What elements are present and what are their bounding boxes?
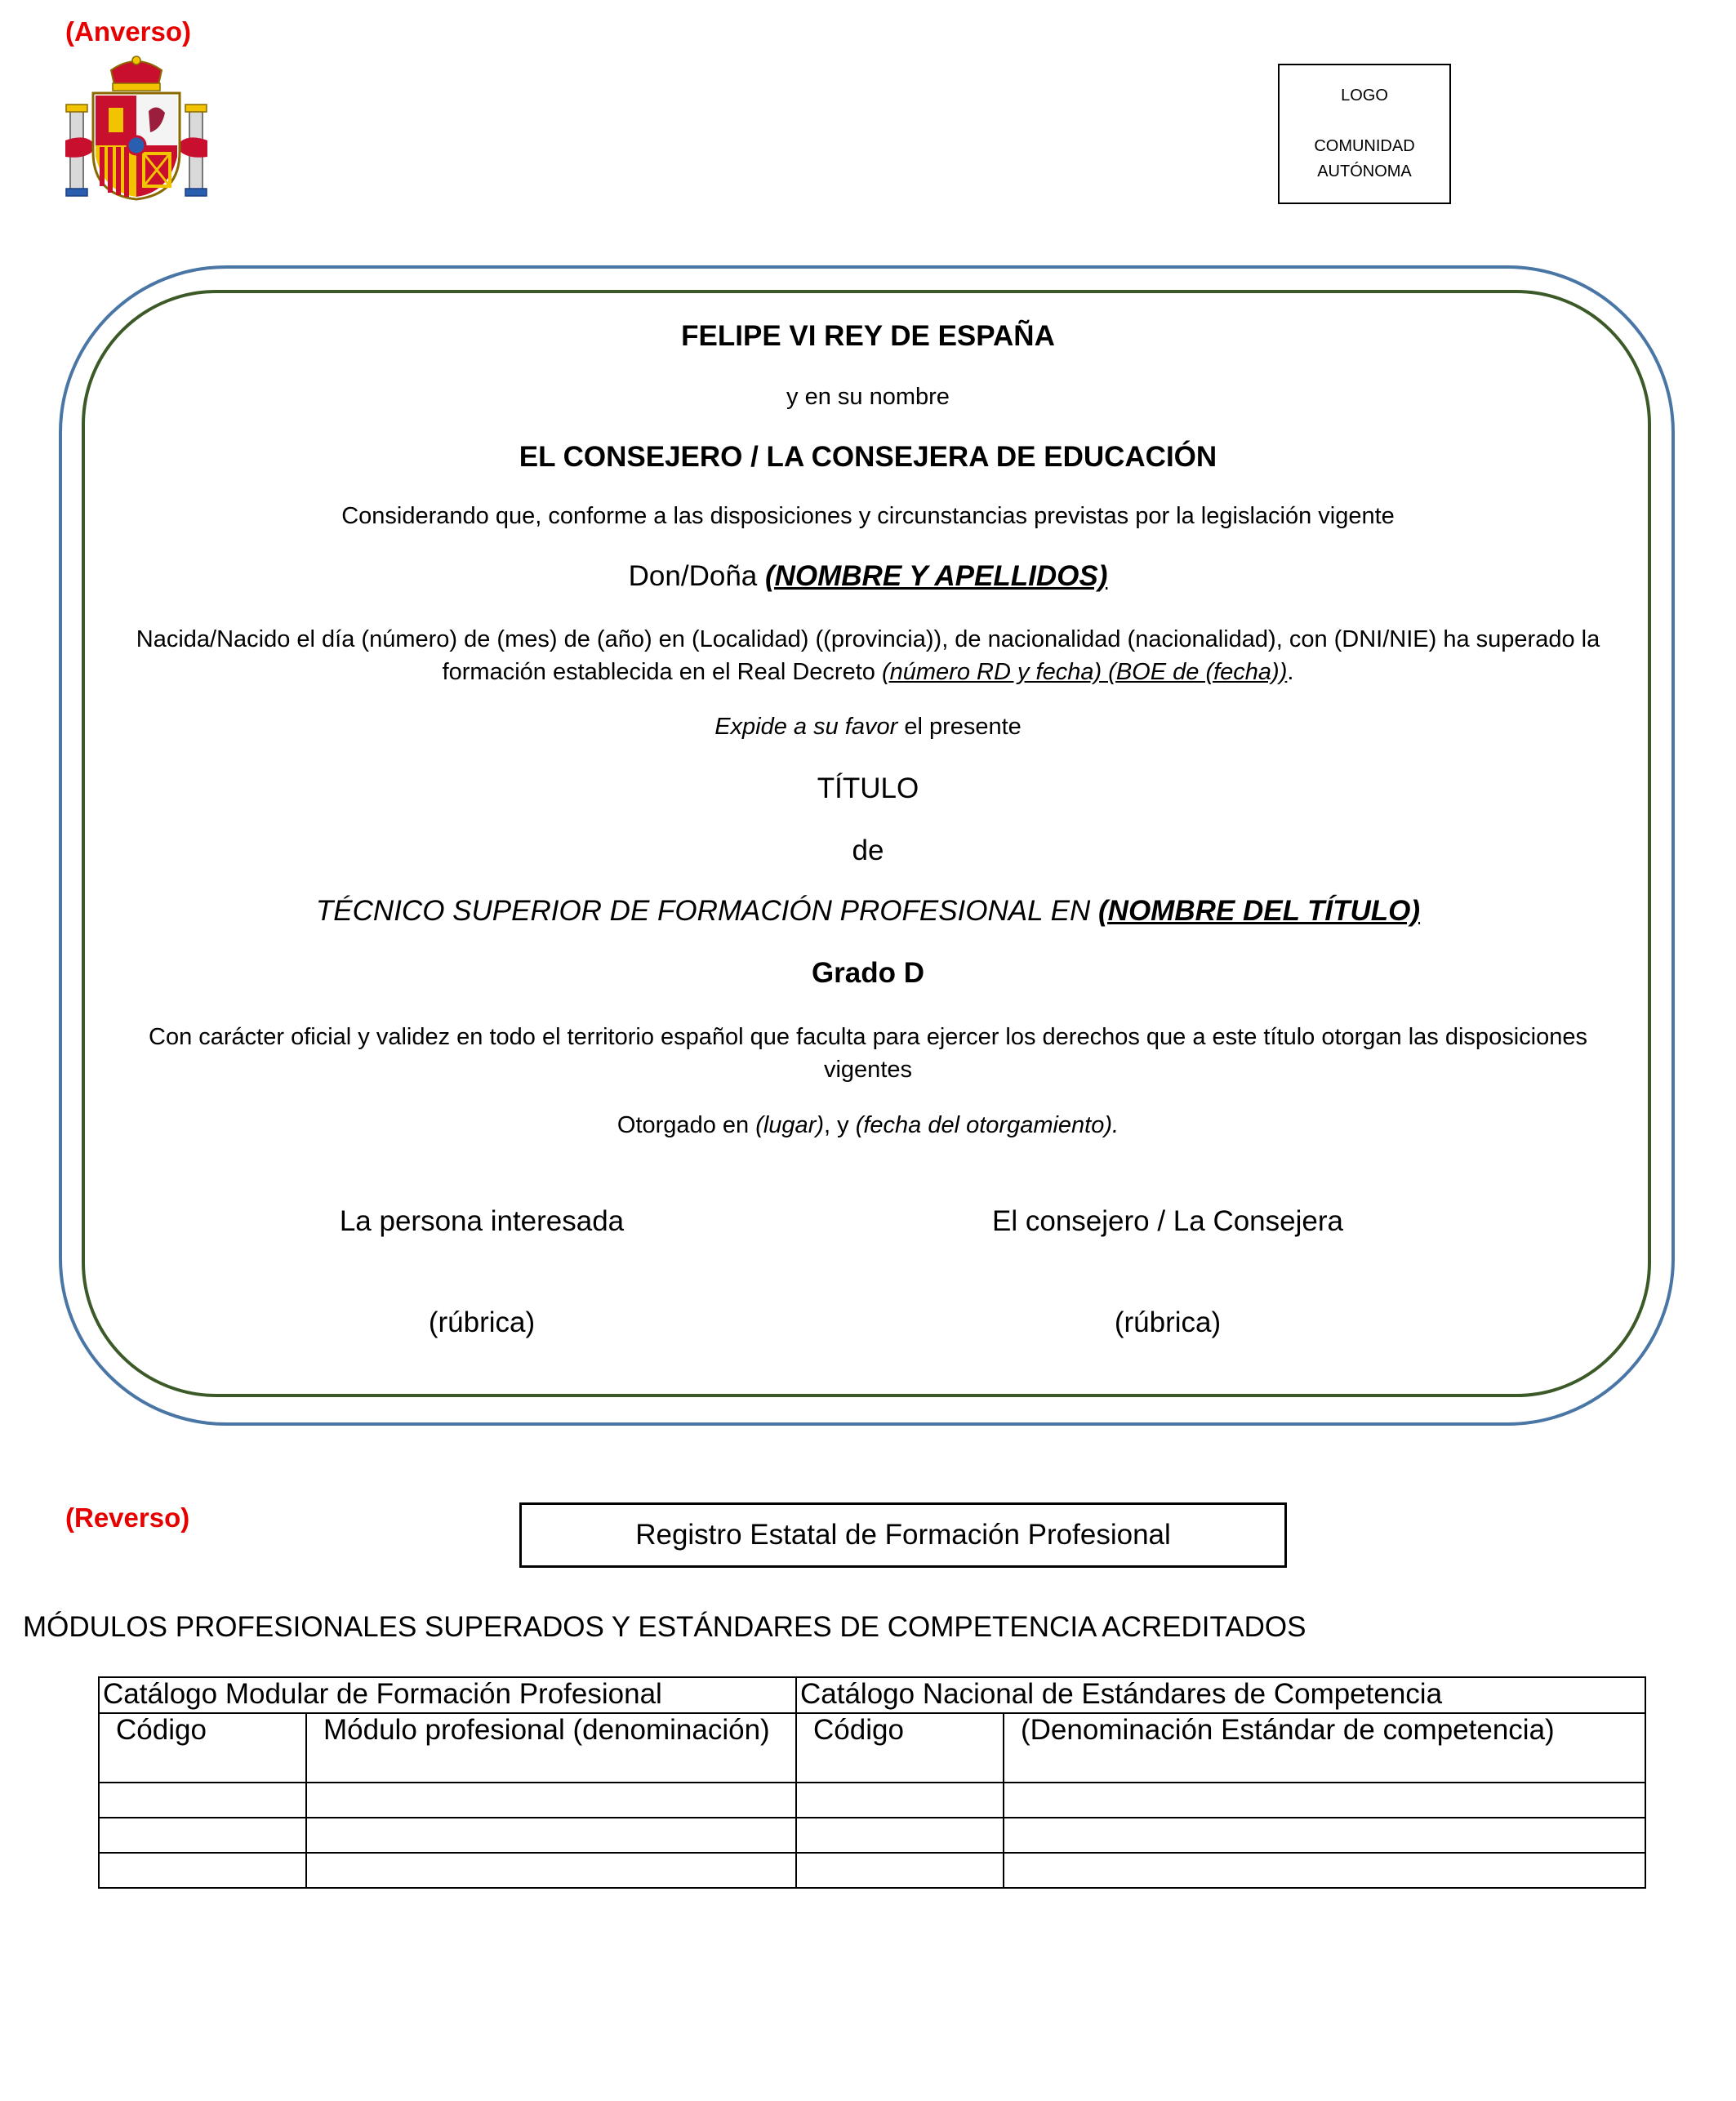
degree-name-placeholder: (NOMBRE DEL TÍTULO) bbox=[1098, 895, 1421, 927]
table-cell bbox=[306, 1783, 796, 1818]
table-cell bbox=[796, 1853, 1004, 1888]
rubrica-holder: (rúbrica) bbox=[428, 1306, 536, 1338]
table-cell bbox=[1004, 1818, 1645, 1853]
birth-details-end: . bbox=[1287, 659, 1294, 685]
col-header-codigo-modulo: Código bbox=[99, 1713, 306, 1783]
birth-details-paragraph bbox=[114, 623, 1622, 688]
consejero-heading: EL CONSEJERO / LA CONSEJERA DE EDUCACIÓN bbox=[519, 441, 1217, 473]
expide-line bbox=[114, 714, 1622, 741]
grade-line: Grado D bbox=[811, 957, 925, 989]
considerando-line: Considerando que, conforme a las disposiciones y circunstancias previstas por la legislación vigente bbox=[341, 503, 1395, 529]
reverso-label: (Reverso) bbox=[65, 1502, 190, 1533]
table-cell bbox=[1004, 1853, 1645, 1888]
table-row bbox=[99, 1853, 1645, 1888]
rubrica-consejero: (rúbrica) bbox=[1114, 1306, 1222, 1338]
granted-line bbox=[114, 1112, 1622, 1139]
holder-name-line bbox=[114, 560, 1622, 593]
col-header-denominacion-estandar: (Denominación Estándar de competencia) bbox=[1004, 1713, 1645, 1783]
table-cell bbox=[1004, 1783, 1645, 1818]
col-header-modulo-profesional: Módulo profesional (denominación) bbox=[306, 1713, 796, 1783]
table-group-header-modular: Catálogo Modular de Formación Profesional bbox=[99, 1677, 796, 1713]
real-decreto-placeholder: (número RD y fecha) (BOE de (fecha)) bbox=[881, 659, 1288, 685]
signature-label-holder: La persona interesada bbox=[339, 1205, 625, 1237]
logo-line: LOGO bbox=[1341, 87, 1388, 105]
birth-details-text: Nacida/Nacido el día (número) de (mes) de (año) en (Localidad) ((provincia)), de nacionalidad (nacionalidad), con (DNI/NIE) ha superado la formación establecida en el Real Decreto bbox=[136, 626, 1600, 685]
validity-paragraph: Con carácter oficial y validez en todo el territorio español que faculta para ejercer los derechos que a este título otorgan las disposiciones vigentes bbox=[149, 1024, 1587, 1083]
col-header-codigo-estandar: Código bbox=[796, 1713, 1004, 1783]
table-cell bbox=[99, 1818, 306, 1853]
logo-line: AUTÓNOMA bbox=[1317, 162, 1412, 180]
table-group-header-estandares: Catálogo Nacional de Estándares de Competencia bbox=[796, 1677, 1645, 1713]
degree-prefix: TÉCNICO SUPERIOR DE FORMACIÓN PROFESIONAL EN bbox=[315, 895, 1099, 927]
expide-italic: Expide a su favor bbox=[714, 714, 898, 740]
table-cell bbox=[306, 1853, 796, 1888]
regional-logo-placeholder bbox=[1278, 64, 1451, 204]
table-cell bbox=[99, 1783, 306, 1818]
king-heading: FELIPE VI REY DE ESPAÑA bbox=[681, 320, 1055, 352]
de-line: de bbox=[852, 835, 884, 866]
holder-name-placeholder: (NOMBRE Y APELLIDOS) bbox=[764, 560, 1108, 592]
table-cell bbox=[796, 1783, 1004, 1818]
don-prefix: Don/Doña bbox=[628, 560, 765, 592]
granted-place: (lugar) bbox=[755, 1112, 825, 1138]
granted-mid: , y bbox=[824, 1112, 856, 1138]
expide-rest: el presente bbox=[897, 714, 1022, 740]
table-cell bbox=[306, 1818, 796, 1853]
table-cell bbox=[796, 1818, 1004, 1853]
degree-title-line bbox=[114, 895, 1622, 928]
spain-coat-of-arms-icon bbox=[64, 56, 209, 203]
modules-section-title: MÓDULOS PROFESIONALES SUPERADOS Y ESTÁNDARES DE COMPETENCIA ACREDITADOS bbox=[23, 1611, 1306, 1643]
granted-date: (fecha del otorgamiento). bbox=[855, 1112, 1119, 1138]
titulo-heading: TÍTULO bbox=[817, 772, 919, 804]
registry-box bbox=[519, 1502, 1287, 1568]
signature-label-consejero: El consejero / La Consejera bbox=[992, 1205, 1343, 1237]
logo-line: COMUNIDAD bbox=[1314, 137, 1415, 155]
in-name-line: y en su nombre bbox=[786, 384, 950, 410]
registry-label: Registro Estatal de Formación Profesional bbox=[635, 1519, 1171, 1551]
table-cell bbox=[99, 1853, 306, 1888]
table-row bbox=[99, 1783, 1645, 1818]
granted-prefix: Otorgado en bbox=[617, 1112, 756, 1138]
table-row bbox=[99, 1818, 1645, 1853]
anverso-label: (Anverso) bbox=[65, 16, 192, 47]
modules-table bbox=[98, 1676, 1646, 1889]
